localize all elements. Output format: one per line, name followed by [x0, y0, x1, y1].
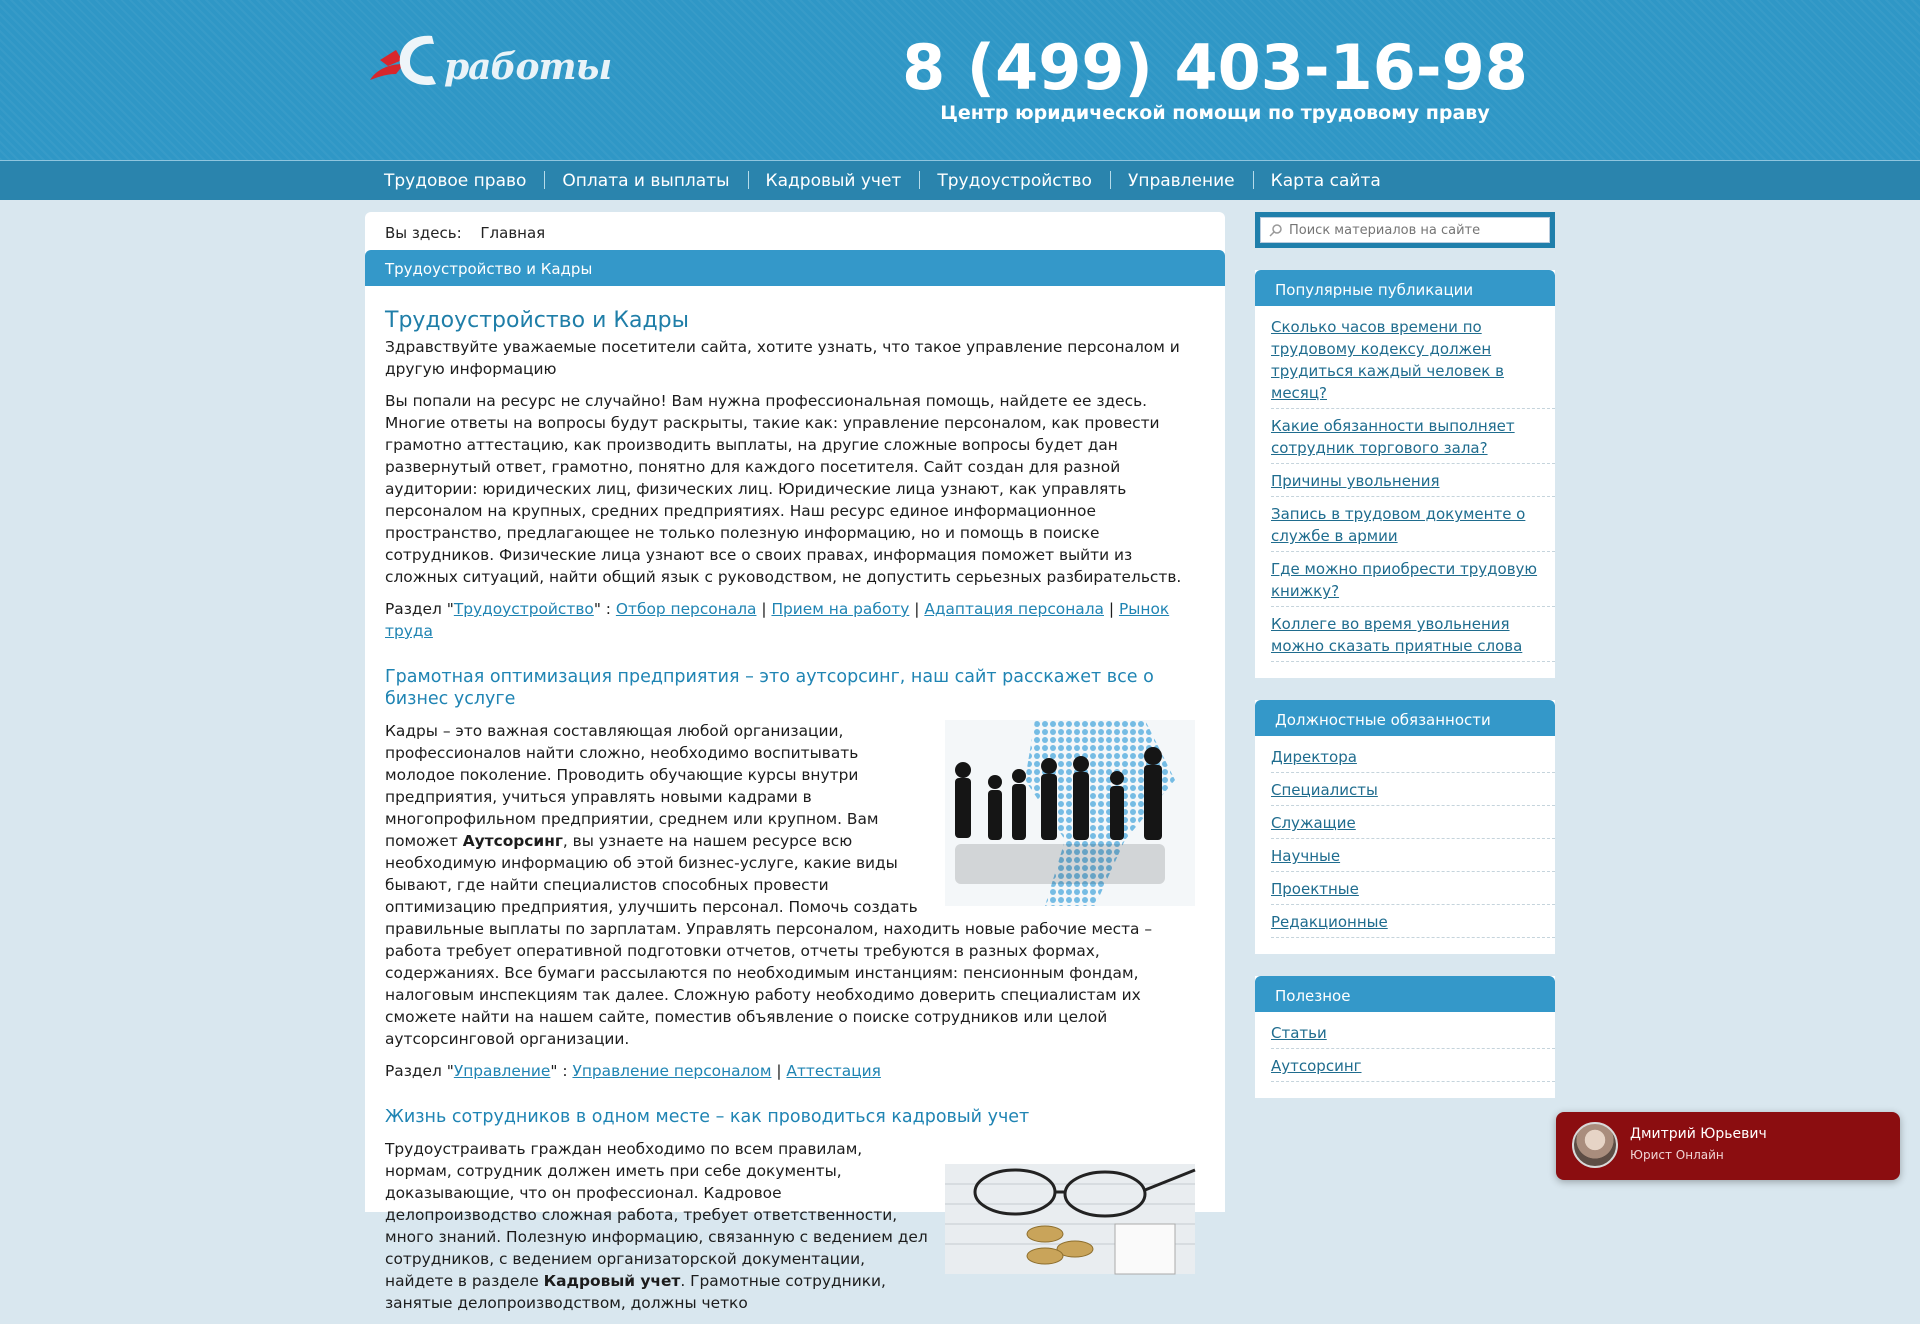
nav-item-labor-law[interactable]: Трудовое право: [384, 171, 527, 191]
popular-item[interactable]: Причины увольнения: [1271, 464, 1555, 497]
breadcrumb-current: Главная: [480, 224, 546, 242]
page-title: Трудоустройство и Кадры: [385, 308, 690, 333]
bold-outsourcing: Аутсорсинг: [462, 832, 563, 850]
separator: |: [756, 600, 772, 618]
nav-item-employment[interactable]: Трудоустройство: [919, 161, 1110, 201]
widget-popular: [1255, 270, 1555, 678]
text-span: . Грамотные сотрудники, занятые делопроизводством, должны четко: [385, 1272, 886, 1312]
section-prefix: Раздел ": [385, 1062, 454, 1080]
nav-item-payments[interactable]: Оплата и выплаты: [544, 161, 747, 201]
separator: |: [909, 600, 925, 618]
site-logo[interactable]: [366, 30, 612, 94]
breadcrumb: [385, 224, 545, 242]
section-links-management: [385, 1060, 1195, 1082]
search-box: [1255, 212, 1555, 248]
popular-item[interactable]: Где можно приобрести трудовую книжку?: [1271, 552, 1555, 607]
link-adaptation[interactable]: Адаптация персонала: [924, 600, 1104, 618]
section-title-bar: Трудоустройство и Кадры: [365, 250, 1225, 286]
paragraph-1: Вы попали на ресурс не случайно! Вам нужна профессиональная помощь, найдете ее здесь. Многие ответы на вопросы будут раскрыты, такие как: управление персоналом, как провести грамотно аттестацию, как производить выплаты, на другие сложные вопросы будет дан развернутый ответ, грамотно, понятно для каждого посетителя. Сайт создан для разной аудитории: юридических лиц, физических лиц. Юридические лица узнают, как управлять персоналом на крупных, средних предприятиях. Наш ресурс единое информационное пространство, предлагающее не только полезную информацию, но и помощь в поиске сотрудников. Физические лица узнают все о своих правах, информация поможет выйти из сложных ситуаций, найти общий язык с руководством, не допустить серьезных разбирательств.: [385, 392, 1182, 586]
link-management[interactable]: Управление: [453, 1062, 551, 1080]
popular-item[interactable]: Коллеге во время увольнения можно сказать приятные слова: [1271, 607, 1555, 662]
logo-text: работы: [444, 46, 612, 88]
popular-item[interactable]: Какие обязанности выполняет сотрудник торгового зала?: [1271, 409, 1555, 464]
section-links-employment: [385, 598, 1195, 642]
link-employment[interactable]: Трудоустройство: [453, 600, 594, 618]
widget-useful: [1255, 976, 1555, 1098]
useful-item[interactable]: Аутсорсинг: [1271, 1049, 1555, 1082]
search-icon: [1269, 223, 1283, 237]
link-hiring[interactable]: Прием на работу: [771, 600, 910, 618]
text-span: , вы узнаете на нашем ресурсе всю необходимую информацию об этой бизнес-услуге, какие виды бывают, где найти специалистов способных провести оптимизацию предприятия, улучшить персонал. Помочь создать правильные выплаты по зарплатам. Управлять персоналом, находить новые рабочие места – работа требует оперативной подготовки отчетов, отчеты требуются в разных формах, содержаниях. Все бумаги рассылаются по необходимым инстанциям: пенсионным фондам, налоговым инспекциям так далее. Сложную работу необходимо доверить специалистам их сможете найти на нашем сайте, поместив объявление о поиске сотрудников или целой аутсорсинговой организации.: [385, 832, 1153, 1048]
nav-item-sitemap[interactable]: Карта сайта: [1253, 161, 1399, 201]
useful-item[interactable]: Статьи: [1271, 1016, 1555, 1049]
nav-item-management[interactable]: Управление: [1110, 161, 1253, 201]
duties-item[interactable]: Научные: [1271, 839, 1555, 872]
main-navigation: [0, 160, 1920, 200]
popular-item[interactable]: Сколько часов времени по трудовому кодексу должен трудиться каждый человек в месяц?: [1271, 310, 1555, 409]
section-mid: " :: [550, 1062, 573, 1080]
article-content: [385, 308, 1195, 1324]
phone-number[interactable]: 8 (499) 403-16-98: [902, 31, 1528, 104]
lawyer-role: Юрист Онлайн: [1630, 1148, 1724, 1162]
useful-list: [1255, 1012, 1555, 1098]
sidebar: [1255, 212, 1555, 1098]
section-prefix: Раздел ": [385, 600, 454, 618]
lawyer-name: Дмитрий Юрьевич: [1630, 1126, 1767, 1142]
online-lawyer-chat-widget[interactable]: [1556, 1112, 1900, 1180]
duties-item[interactable]: Служащие: [1271, 806, 1555, 839]
search-input[interactable]: [1289, 223, 1539, 238]
link-labor-market[interactable]: Рынок труда: [385, 600, 1170, 640]
main-content-panel: [365, 212, 1225, 1312]
link-selection[interactable]: Отбор персонала: [615, 600, 757, 618]
widget-duties: [1255, 700, 1555, 954]
popular-list: [1255, 306, 1555, 678]
site-header: [0, 0, 1920, 160]
breadcrumb-label: Вы здесь:: [385, 224, 462, 242]
glasses-coins-image: [945, 1164, 1195, 1274]
popular-item[interactable]: Запись в трудовом документе о службе в армии: [1271, 497, 1555, 552]
duties-list: [1255, 736, 1555, 954]
section-mid: " :: [593, 600, 616, 618]
duties-item[interactable]: Директора: [1271, 740, 1555, 773]
duties-item[interactable]: Специалисты: [1271, 773, 1555, 806]
separator: |: [1103, 600, 1119, 618]
business-people-image: [945, 720, 1195, 906]
lawyer-avatar: [1572, 1122, 1618, 1168]
separator: |: [771, 1062, 787, 1080]
header-tagline: Центр юридической помощи по трудовому праву: [940, 102, 1490, 124]
widget-title-popular: Популярные публикации: [1255, 270, 1555, 306]
heading-hr-records: Жизнь сотрудников в одном месте – как проводиться кадровый учет: [385, 1107, 1030, 1127]
intro-paragraph: Здравствуйте уважаемые посетители сайта, хотите узнать, что такое управление персоналом и другую информацию: [385, 338, 1180, 378]
nav-item-hr-records[interactable]: Кадровый учет: [748, 161, 920, 201]
widget-title-useful: Полезное: [1255, 976, 1555, 1012]
duties-item[interactable]: Редакционные: [1271, 905, 1555, 938]
logo-mark-icon: [366, 30, 456, 94]
text-span: Трудоустраивать граждан необходимо по всем правилам, нормам, сотрудник должен иметь при себе документы, доказывающие, что он профессионал. Кадровое делопроизводство сложная работа, требует ответственности, много знаний. Полезную информацию, связанную с ведением дел сотрудников, с ведением организаторской документации, найдете в разделе: [385, 1140, 928, 1290]
heading-outsourcing: Грамотная оптимизация предприятия – это аутсорсинг, наш сайт расскажет все о бизнес услуге: [385, 667, 1154, 709]
text-span: Кадры – это важная составляющая любой организации, профессионалов найти сложно, необходимо воспитывать молодое поколение. Проводить обучающие курсы внутри предприятия, учиться управлять новыми кадрами в многопрофильном предприятии, среднем или крупном. Вам поможет: [385, 722, 879, 850]
search-field-wrapper: [1260, 217, 1550, 243]
duties-item[interactable]: Проектные: [1271, 872, 1555, 905]
link-attestation[interactable]: Аттестация: [786, 1062, 881, 1080]
link-personnel-management[interactable]: Управление персоналом: [572, 1062, 772, 1080]
widget-title-duties: Должностные обязанности: [1255, 700, 1555, 736]
bold-hr-records: Кадровый учет: [543, 1272, 681, 1290]
